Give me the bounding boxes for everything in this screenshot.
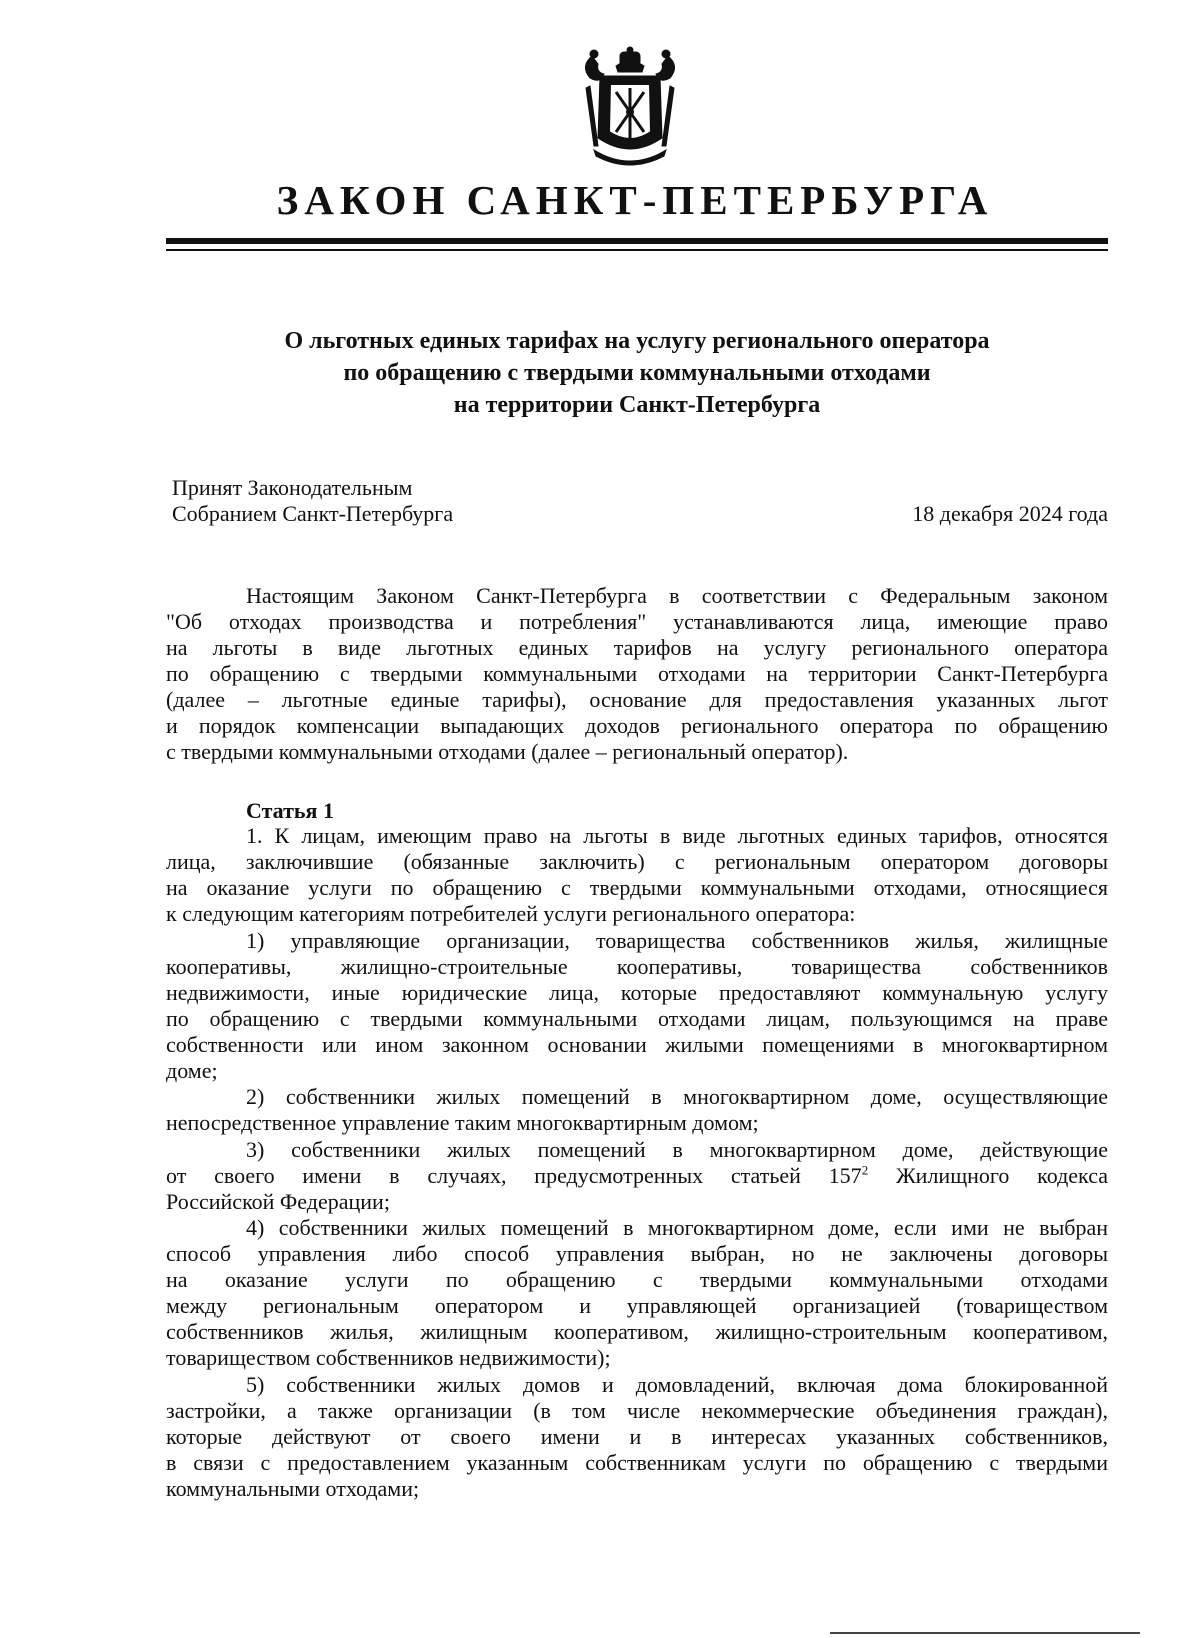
preamble-line: Настоящим Законом Санкт-Петербурга в соответствии с Федеральным законом <box>246 583 1108 608</box>
scan-edge-line <box>830 1632 1140 1634</box>
paragraph-line: лица, заключившие (обязанные заключить) с региональным оператором договоры <box>166 849 1108 874</box>
coat-of-arms-icon <box>570 46 690 172</box>
list-item-line: товариществом собственников недвижимости); <box>166 1345 611 1370</box>
text-segment: Жилищного кодекса <box>868 1163 1108 1188</box>
paragraph-line: к следующим категориям потребителей услуги регионального оператора: <box>166 901 856 926</box>
document-title-line: О льготных единых тарифах на услугу регионального оператора <box>284 328 990 354</box>
preamble-line: с твердыми коммунальными отходами (далее – региональный оператор). <box>166 739 849 764</box>
list-item-line: недвижимости, иные юридические лица, которые предоставляют коммунальную услугу <box>166 980 1108 1005</box>
list-item-line: 1) управляющие организации, товарищества собственников жилья, жилищные <box>246 928 1108 953</box>
superscript: 2 <box>861 1162 869 1178</box>
article-heading: Статья 1 <box>246 798 334 823</box>
paragraph-line: 1. К лицам, имеющим право на льготы в виде льготных единых тарифов, относятся <box>246 823 1108 848</box>
list-item-line: 4) собственники жилых помещений в многоквартирном доме, если ими не выбран <box>246 1215 1108 1240</box>
list-item-line: 3) собственники жилых помещений в многоквартирном доме, действующие <box>246 1137 1108 1162</box>
list-item-line: Российской Федерации; <box>166 1189 390 1214</box>
preamble-line: по обращению с твердыми коммунальными отходами на территории Санкт-Петербурга <box>166 661 1108 686</box>
list-item-line: в связи с предоставлением указанным собственникам услуги по обращению с твердыми <box>166 1450 1108 1475</box>
list-item-line: 5) собственники жилых домов и домовладений, включая дома блокированной <box>246 1372 1108 1397</box>
header-rule-thin <box>166 249 1108 251</box>
document-title-line: по обращению с твердыми коммунальными отходами <box>343 360 931 386</box>
preamble-line: "Об отходах производства и потребления" устанавливаются лица, имеющие право <box>166 609 1108 634</box>
list-item-line: на оказание услуги по обращению с твердыми коммунальными отходами <box>166 1267 1108 1292</box>
list-item-line: между региональным оператором и управляющей организацией (товариществом <box>166 1293 1108 1318</box>
adoption-line: Принят Законодательным <box>172 475 413 500</box>
list-item-line: коммунальными отходами; <box>166 1476 420 1501</box>
list-item-line: способ управления либо способ управления выбран, но не заключены договоры <box>166 1241 1108 1266</box>
list-item-line <box>166 1162 1108 1189</box>
adoption-date: 18 декабря 2024 года <box>912 501 1108 526</box>
paragraph-line: на оказание услуги по обращению с твердыми коммунальными отходами, относящиеся <box>166 875 1108 900</box>
preamble-line: и порядок компенсации выпадающих доходов регионального оператора по обращению <box>166 713 1108 738</box>
adoption-line: Собранием Санкт-Петербурга <box>172 501 454 526</box>
list-item-line: собственников жилья, жилищным кооперативом, жилищно-строительным кооперативом, <box>166 1319 1108 1344</box>
law-header-title: ЗАКОН САНКТ-ПЕТЕРБУРГА <box>276 177 994 223</box>
list-item-line: которые действуют от своего имени и в интересах указанных собственников, <box>166 1424 1108 1449</box>
document-title-line: на территории Санкт-Петербурга <box>453 392 821 418</box>
list-item-line: непосредственное управление таким многоквартирным домом; <box>166 1110 759 1135</box>
preamble-line: (далее – льготные единые тарифы), основание для предоставления указанных льгот <box>166 687 1108 712</box>
list-item-line: 2) собственники жилых помещений в многоквартирном доме, осуществляющие <box>246 1084 1108 1109</box>
list-item-line: собственности или ином законном основании жилыми помещениями в многоквартирном <box>166 1032 1108 1057</box>
header-rule-thick <box>166 238 1108 244</box>
list-item-line: застройки, а также организации (в том числе некоммерческие объединения граждан), <box>166 1398 1108 1423</box>
list-item-line: доме; <box>166 1058 218 1083</box>
text-segment: от своего имени в случаях, предусмотренных статьей 157 <box>166 1163 862 1188</box>
list-item-line: по обращению с твердыми коммунальными отходами лицам, пользующимся на праве <box>166 1006 1108 1031</box>
preamble-line: на льготы в виде льготных единых тарифов на услугу регионального оператора <box>166 635 1108 660</box>
list-item-line: кооперативы, жилищно-строительные кооперативы, товарищества собственников <box>166 954 1108 979</box>
